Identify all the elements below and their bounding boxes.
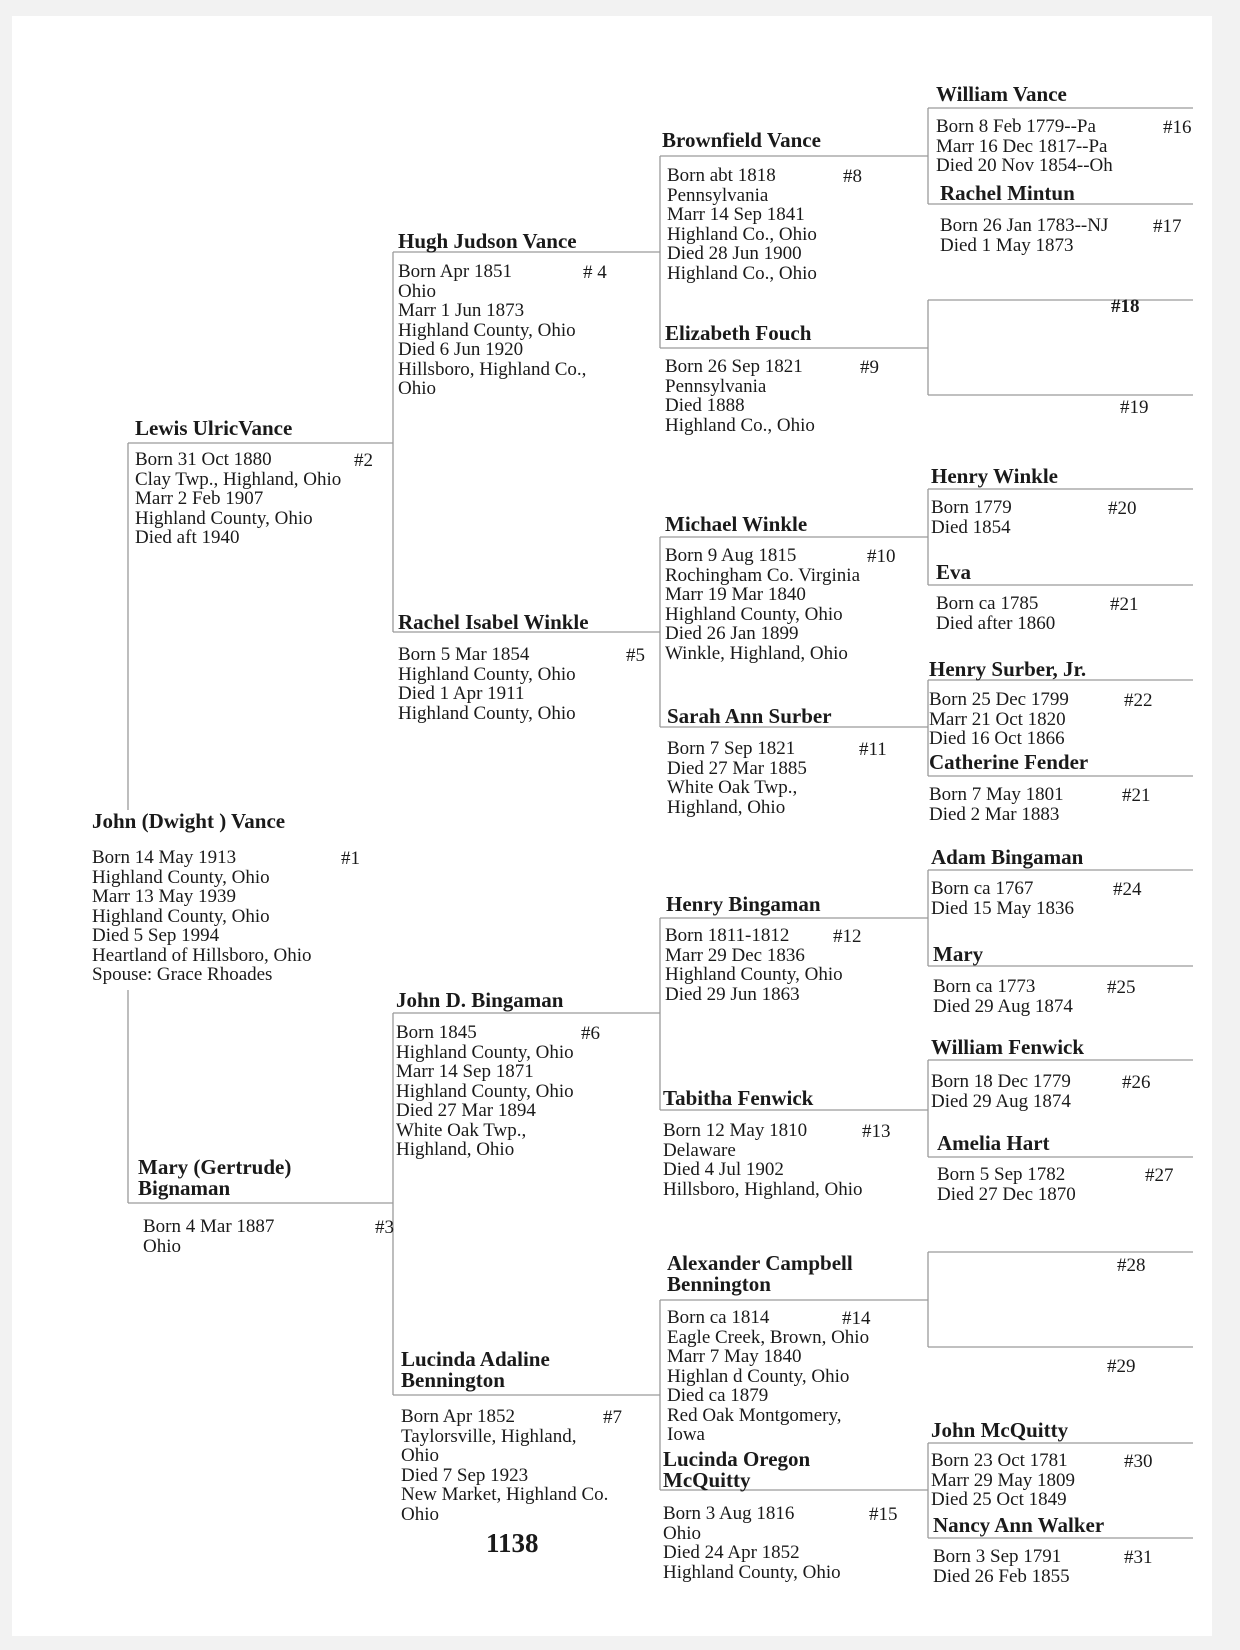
detail-line: Died 27 Dec 1870 xyxy=(937,1183,1076,1205)
person-name xyxy=(663,1449,810,1491)
detail-line: Marr 14 Sep 1871 xyxy=(396,1061,534,1082)
ahnentafel-number: #10 xyxy=(867,546,896,567)
detail-line: Born 18 Dec 1779 xyxy=(931,1071,1071,1092)
detail-line: Winkle, Highland, Ohio xyxy=(665,642,848,664)
detail-line: Highland County, Ohio xyxy=(92,866,270,888)
ahnentafel-number: #20 xyxy=(1108,498,1137,519)
detail-line: Died 20 Nov 1854--Oh xyxy=(936,155,1113,176)
person-name-line: Bignaman xyxy=(138,1176,231,1200)
detail-line: Highland County, Ohio xyxy=(398,702,576,724)
person-details xyxy=(931,1072,1071,1111)
detail-line: Ohio xyxy=(663,1522,701,1544)
ahnentafel-number: #31 xyxy=(1124,1547,1153,1568)
ahnentafel-number: #21 xyxy=(1110,594,1139,615)
detail-line: Highland, Ohio xyxy=(667,796,786,818)
detail-line: Born 3 Sep 1791 xyxy=(933,1546,1062,1567)
person-name-line: Henry Surber, Jr. xyxy=(929,657,1087,681)
person-name xyxy=(401,1349,550,1391)
person-name-line: Rachel Isabel Winkle xyxy=(398,610,589,634)
ahnentafel-number: #28 xyxy=(1117,1255,1146,1276)
detail-line: Marr 1 Jun 1873 xyxy=(398,300,525,321)
ahnentafel-number: #18 xyxy=(1111,296,1140,317)
detail-line: Born 7 Sep 1821 xyxy=(667,738,796,759)
detail-line: Died 16 Oct 1866 xyxy=(929,728,1065,749)
detail-line: Died 26 Jan 1899 xyxy=(665,623,799,644)
ahnentafel-number: #16 xyxy=(1163,117,1192,138)
ahnentafel-number: #21 xyxy=(1122,785,1151,806)
detail-line: Highland Co., Ohio xyxy=(665,414,815,436)
ahnentafel-number: #27 xyxy=(1145,1165,1174,1186)
detail-line: Marr 21 Oct 1820 xyxy=(929,708,1066,730)
ahnentafel-number: #24 xyxy=(1113,879,1142,900)
detail-line: Died 7 Sep 1923 xyxy=(401,1464,529,1486)
person-details xyxy=(92,848,312,985)
person-details xyxy=(940,216,1108,255)
person-name-line: Lewis UlricVance xyxy=(135,416,293,440)
detail-line: Highland County, Ohio xyxy=(396,1080,574,1102)
detail-line: Born 9 Aug 1815 xyxy=(665,545,797,566)
person-name xyxy=(929,659,1086,680)
detail-line: Died 25 Oct 1849 xyxy=(931,1489,1067,1510)
person-name xyxy=(665,323,811,344)
person-name-line: Lucinda Oregon xyxy=(663,1447,811,1471)
detail-line: Ohio xyxy=(398,378,436,399)
person-name xyxy=(929,752,1088,773)
detail-line: Born 23 Oct 1781 xyxy=(931,1450,1068,1471)
detail-line: Eagle Creek, Brown, Ohio xyxy=(667,1326,870,1348)
detail-line: Born abt 1818 xyxy=(667,165,776,186)
person-details xyxy=(933,1547,1070,1586)
detail-line: Red Oak Montgomery, xyxy=(667,1404,842,1426)
detail-line: Died 1888 xyxy=(665,395,745,416)
ahnentafel-number: #22 xyxy=(1124,690,1153,711)
detail-line: Highland County, Ohio xyxy=(398,663,576,685)
person-details xyxy=(135,450,341,548)
detail-line: Born 5 Mar 1854 xyxy=(398,644,530,665)
person-name xyxy=(398,231,577,252)
person-name-line: Eva xyxy=(936,560,972,584)
person-details xyxy=(929,690,1069,749)
ahnentafel-number: #25 xyxy=(1107,977,1136,998)
detail-line: White Oak Twp., xyxy=(667,777,798,798)
ahnentafel-number: #6 xyxy=(581,1023,600,1044)
detail-line: Died 5 Sep 1994 xyxy=(92,925,220,946)
detail-line: Born 12 May 1810 xyxy=(663,1120,808,1141)
person-name xyxy=(931,466,1058,487)
ahnentafel-number: #14 xyxy=(842,1308,871,1329)
detail-line: Highland County, Ohio xyxy=(665,603,843,625)
person-name xyxy=(667,1253,853,1295)
detail-line: Highland Co., Ohio xyxy=(667,262,817,284)
detail-line: Born 1845 xyxy=(396,1022,477,1043)
detail-line: Highland County, Ohio xyxy=(665,964,843,985)
person-name-line: Bennington xyxy=(401,1368,505,1392)
detail-line: Born ca 1785 xyxy=(936,593,1039,614)
detail-line: Pennsylvania xyxy=(667,184,769,206)
detail-line: Marr 2 Feb 1907 xyxy=(135,488,264,509)
person-name xyxy=(933,1515,1104,1536)
detail-line: Highland County, Ohio xyxy=(92,905,270,927)
detail-line: Clay Twp., Highland, Ohio xyxy=(135,468,342,490)
person-name xyxy=(933,944,983,965)
detail-line: Died aft 1940 xyxy=(135,527,240,548)
detail-line: New Market, Highland Co. xyxy=(401,1484,609,1505)
person-name-line: Brownfield Vance xyxy=(662,128,821,152)
detail-line: Highland County, Ohio xyxy=(135,507,313,529)
detail-line: Born ca 1773 xyxy=(933,976,1036,997)
person-details xyxy=(398,645,576,723)
person-details xyxy=(396,1023,574,1160)
person-name-line: Elizabeth Fouch xyxy=(665,321,812,345)
detail-line: Died 1854 xyxy=(931,516,1011,538)
person-name-line: Bennington xyxy=(667,1272,771,1296)
person-details xyxy=(398,262,586,399)
ahnentafel-number: #29 xyxy=(1107,1356,1136,1377)
detail-line: Rochingham Co. Virginia xyxy=(665,564,861,586)
ahnentafel-number: #15 xyxy=(869,1504,898,1525)
person-details xyxy=(937,1165,1076,1204)
person-name-line: Mary xyxy=(933,942,984,966)
detail-line: Born 1779 xyxy=(931,497,1012,518)
detail-line: Born 5 Sep 1782 xyxy=(937,1164,1066,1185)
person-details xyxy=(931,1451,1075,1510)
detail-line: Hillsboro, Highland Co., xyxy=(398,358,587,380)
ahnentafel-number: #17 xyxy=(1153,216,1182,237)
detail-line: Marr 19 Mar 1840 xyxy=(665,584,806,605)
ahnentafel-number: #30 xyxy=(1124,1451,1153,1472)
detail-line: Marr 13 May 1939 xyxy=(92,886,237,907)
person-name xyxy=(931,1420,1068,1441)
person-details xyxy=(667,1308,869,1445)
detail-line: Born 7 May 1801 xyxy=(929,784,1064,805)
ahnentafel-number: #13 xyxy=(862,1121,891,1142)
detail-line: Born 4 Mar 1887 xyxy=(143,1216,275,1237)
detail-line: Died 27 Mar 1885 xyxy=(667,757,807,779)
page-number: 1138 xyxy=(486,1528,539,1558)
person-name xyxy=(92,811,285,832)
ahnentafel-number: #11 xyxy=(859,739,887,760)
detail-line: Died 6 Jun 1920 xyxy=(398,339,524,360)
person-name-line: Mary (Gertrude) xyxy=(138,1155,292,1179)
detail-line: Marr 16 Dec 1817--Pa xyxy=(936,135,1108,157)
detail-line: Heartland of Hillsboro, Ohio xyxy=(92,944,312,966)
person-details xyxy=(665,546,860,663)
person-name-line: Catherine Fender xyxy=(929,750,1089,774)
person-name-line: Sarah Ann Surber xyxy=(667,704,832,728)
person-name-line: Tabitha Fenwick xyxy=(663,1086,814,1110)
person-name xyxy=(667,706,832,727)
person-details xyxy=(933,977,1073,1016)
person-name xyxy=(662,130,821,151)
person-name xyxy=(396,990,563,1011)
person-details xyxy=(667,166,817,283)
detail-line: Born ca 1767 xyxy=(931,878,1034,899)
person-name-line: Rachel Mintun xyxy=(940,181,1075,205)
person-details xyxy=(931,498,1012,537)
detail-line: Marr 29 Dec 1836 xyxy=(665,944,805,966)
ahnentafel-number: #26 xyxy=(1122,1072,1151,1093)
person-details xyxy=(143,1217,274,1256)
detail-line: Died 2 Mar 1883 xyxy=(929,803,1060,825)
detail-line: Born 8 Feb 1779--Pa xyxy=(936,116,1096,137)
person-name xyxy=(940,183,1075,204)
person-name-line: William Fenwick xyxy=(931,1035,1085,1059)
person-name-line: Nancy Ann Walker xyxy=(933,1513,1105,1537)
detail-line: Died 29 Aug 1874 xyxy=(933,995,1073,1017)
detail-line: Highland County, Ohio xyxy=(663,1561,841,1583)
detail-line: Born 26 Sep 1821 xyxy=(665,356,803,377)
detail-line: Marr 7 May 1840 xyxy=(667,1346,802,1367)
person-name-line: John McQuitty xyxy=(931,1418,1069,1442)
detail-line: Highland County, Ohio xyxy=(398,319,576,341)
detail-line: Died ca 1879 xyxy=(667,1385,769,1406)
detail-line: Born 25 Dec 1799 xyxy=(929,689,1069,710)
detail-line: Hillsboro, Highland, Ohio xyxy=(663,1178,863,1200)
detail-line: Highlan d County, Ohio xyxy=(667,1365,850,1387)
detail-line: Highland County, Ohio xyxy=(396,1041,574,1063)
ahnentafel-number: #12 xyxy=(833,926,862,947)
person-name-line: John D. Bingaman xyxy=(396,988,564,1012)
person-name xyxy=(931,847,1083,868)
detail-line: Died 1 Apr 1911 xyxy=(398,683,525,704)
ahnentafel-number: #8 xyxy=(843,166,862,187)
detail-line: Born ca 1814 xyxy=(667,1307,770,1328)
person-name-line: Lucinda Adaline xyxy=(401,1347,550,1371)
detail-line: Born 3 Aug 1816 xyxy=(663,1503,795,1524)
ahnentafel-number: #3 xyxy=(375,1217,394,1238)
ahnentafel-number: #2 xyxy=(354,450,373,471)
detail-line: Died 28 Jun 1900 xyxy=(667,243,802,264)
person-name-line: Amelia Hart xyxy=(937,1131,1050,1155)
person-name xyxy=(135,418,292,439)
detail-line: Delaware xyxy=(663,1139,736,1161)
person-details xyxy=(667,739,807,817)
ahnentafel-number: #5 xyxy=(626,645,645,666)
detail-line: Born 31 Oct 1880 xyxy=(135,449,272,470)
person-name xyxy=(931,1037,1084,1058)
person-name xyxy=(936,562,971,583)
ahnentafel-number: #1 xyxy=(341,848,360,869)
detail-line: Died 1 May 1873 xyxy=(940,234,1074,256)
person-name-line: Henry Bingaman xyxy=(666,892,821,916)
detail-line: Born Apr 1852 xyxy=(401,1406,515,1427)
person-name-line: John (Dwight ) Vance xyxy=(92,809,286,833)
detail-line: Died 24 Apr 1852 xyxy=(663,1542,800,1563)
detail-line: Born 1811-1812 xyxy=(665,925,790,946)
person-name xyxy=(666,894,821,915)
detail-line: Born 14 May 1913 xyxy=(92,847,237,868)
detail-line: Taylorsville, Highland, xyxy=(401,1425,577,1447)
detail-line: Marr 29 May 1809 xyxy=(931,1469,1076,1491)
detail-line: Died 27 Mar 1894 xyxy=(396,1100,536,1121)
detail-line: Highland Co., Ohio xyxy=(667,223,817,245)
person-name-line: Henry Winkle xyxy=(931,464,1058,488)
person-name xyxy=(138,1157,291,1199)
person-details xyxy=(929,785,1064,824)
detail-line: Died 29 Aug 1874 xyxy=(931,1090,1071,1112)
detail-line: Ohio xyxy=(401,1445,439,1466)
person-details xyxy=(665,357,815,435)
detail-line: Ohio xyxy=(398,280,436,302)
detail-line: Highland, Ohio xyxy=(396,1139,515,1160)
person-name-line: William Vance xyxy=(936,82,1067,106)
person-details xyxy=(931,879,1074,918)
person-name xyxy=(663,1088,813,1109)
detail-line: Ohio xyxy=(401,1503,439,1525)
person-name xyxy=(398,612,589,633)
person-name-line: Adam Bingaman xyxy=(931,845,1084,869)
person-name-line: Alexander Campbell xyxy=(667,1251,853,1275)
detail-line: Died 15 May 1836 xyxy=(931,897,1075,919)
ahnentafel-number: #9 xyxy=(860,357,879,378)
person-name-line: McQuitty xyxy=(663,1468,751,1492)
person-details xyxy=(936,594,1055,633)
person-details xyxy=(401,1407,608,1524)
detail-line: Ohio xyxy=(143,1235,181,1257)
person-name-line: Hugh Judson Vance xyxy=(398,229,577,253)
ahnentafel-number: # 4 xyxy=(583,262,607,283)
person-details xyxy=(663,1121,863,1199)
person-details xyxy=(936,117,1113,176)
person-name xyxy=(937,1133,1050,1154)
detail-line: Born Apr 1851 xyxy=(398,261,512,282)
detail-line: Died after 1860 xyxy=(936,612,1056,634)
detail-line: Born 26 Jan 1783--NJ xyxy=(940,215,1109,236)
detail-line: Marr 14 Sep 1841 xyxy=(667,204,805,225)
ahnentafel-number: #7 xyxy=(603,1407,622,1428)
person-name-line: Michael Winkle xyxy=(665,512,808,536)
person-details xyxy=(663,1504,841,1582)
detail-line: White Oak Twp., xyxy=(396,1119,527,1141)
person-details xyxy=(665,926,843,1004)
person-name xyxy=(665,514,807,535)
detail-line: Died 29 Jun 1863 xyxy=(665,983,800,1005)
detail-line: Died 26 Feb 1855 xyxy=(933,1565,1070,1587)
person-name xyxy=(936,84,1067,105)
detail-line: Pennsylvania xyxy=(665,375,767,397)
ahnentafel-number: #19 xyxy=(1120,397,1149,418)
detail-line: Iowa xyxy=(667,1424,705,1445)
detail-line: Died 4 Jul 1902 xyxy=(663,1159,784,1180)
detail-line: Spouse: Grace Rhoades xyxy=(92,964,273,985)
